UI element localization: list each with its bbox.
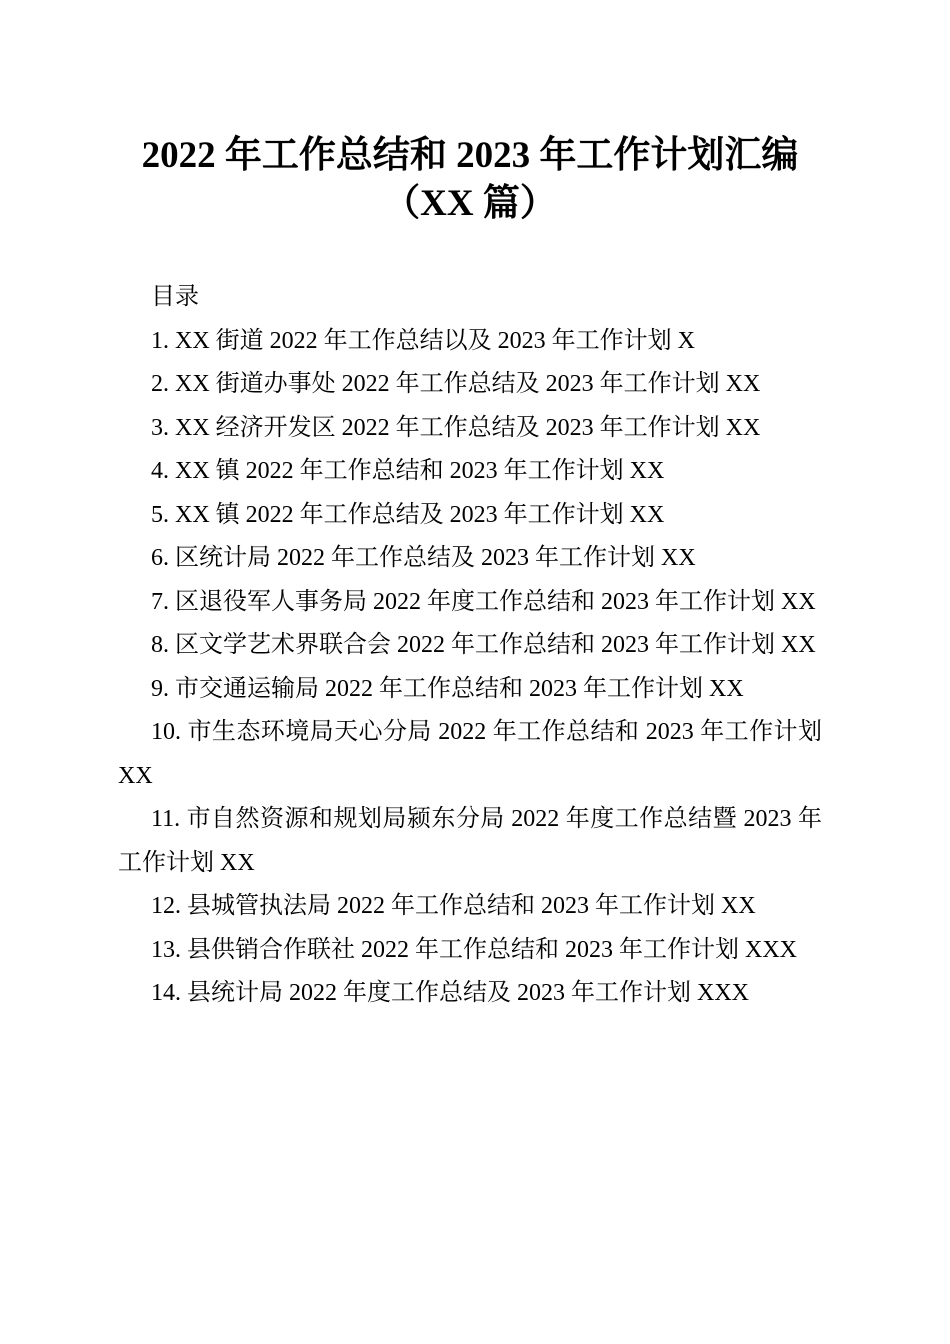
- toc-item: 7. 区退役军人事务局 2022 年度工作总结和 2023 年工作计划 XX: [151, 588, 816, 615]
- toc-item: 6. 区统计局 2022 年工作总结及 2023 年工作计划 XX: [151, 545, 696, 571]
- toc-item: 8. 区文学艺术界联合会 2022 年工作总结和 2023 年工作计划 XX: [151, 632, 816, 658]
- toc-item: 1. XX 街道 2022 年工作总结以及 2023 年工作计划 X: [151, 327, 695, 354]
- toc-item: 2. XX 街道办事处 2022 年工作总结及 2023 年工作计划 XX: [151, 371, 761, 397]
- toc-item: 12. 县城管执法局 2022 年工作总结和 2023 年工作计划 XX: [151, 893, 756, 919]
- toc-item: 5. XX 镇 2022 年工作总结及 2023 年工作计划 XX: [151, 501, 665, 528]
- toc-item: 10. 市生态环境局天心分局 2022 年工作总结和 2023 年工作计划 XX: [118, 719, 822, 789]
- document-content: [118, 0, 822, 1016]
- document-title: 2022 年工作总结和 2023 年工作计划汇编（XX 篇）: [141, 135, 799, 224]
- toc-item: 4. XX 镇 2022 年工作总结和 2023 年工作计划 XX: [151, 458, 665, 484]
- toc-item: 3. XX 经济开发区 2022 年工作总结及 2023 年工作计划 XX: [151, 414, 761, 441]
- toc-heading: 目录: [151, 284, 199, 310]
- toc-item: 14. 县统计局 2022 年度工作总结及 2023 年工作计划 XXX: [151, 980, 749, 1006]
- table-of-contents: [118, 276, 822, 1016]
- toc-item: 13. 县供销合作联社 2022 年工作总结和 2023 年工作计划 XXX: [151, 936, 797, 963]
- toc-item: 11. 市自然资源和规划局颍东分局 2022 年度工作总结暨 2023 年工作计划 XX: [118, 806, 822, 876]
- toc-item: 9. 市交通运输局 2022 年工作总结和 2023 年工作计划 XX: [151, 675, 744, 702]
